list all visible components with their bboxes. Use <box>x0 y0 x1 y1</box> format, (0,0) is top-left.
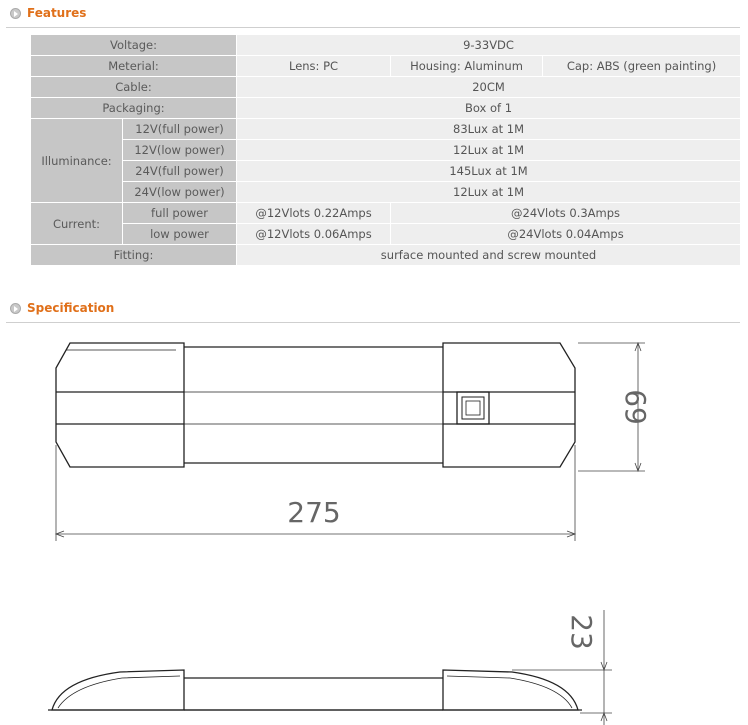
arrow-bullet-icon <box>10 303 21 314</box>
fitting-label: Fitting: <box>31 245 237 266</box>
table-row <box>31 182 741 203</box>
arrow-bullet-icon <box>10 8 21 19</box>
table-row <box>31 140 741 161</box>
table-row <box>31 77 741 98</box>
features-table <box>30 34 741 266</box>
illuminance-value: 12Lux at 1M <box>237 140 741 161</box>
current-sub-label: full power <box>123 203 237 224</box>
packaging-label: Packaging: <box>31 98 237 119</box>
table-row <box>31 245 741 266</box>
voltage-value: 9-33VDC <box>237 35 741 56</box>
specification-title: Specification <box>27 301 115 315</box>
height-dimension-label: 23 <box>565 614 598 650</box>
current-sub-label: low power <box>123 224 237 245</box>
top-view <box>56 343 575 467</box>
features-divider <box>6 27 740 28</box>
illuminance-sub-label: 24V(full power) <box>123 161 237 182</box>
features-header <box>10 4 86 22</box>
material-label: Meterial: <box>31 56 237 77</box>
illuminance-value: 12Lux at 1M <box>237 182 741 203</box>
voltage-label: Voltage: <box>31 35 237 56</box>
fitting-value: surface mounted and screw mounted <box>237 245 741 266</box>
features-title: Features <box>27 6 87 20</box>
current-24v-value: @24Vlots 0.3Amps <box>391 203 741 224</box>
table-row <box>31 35 741 56</box>
specification-header <box>10 299 114 317</box>
table-row <box>31 98 741 119</box>
dimension-drawing <box>0 320 748 725</box>
length-dimension-label: 275 <box>287 496 341 529</box>
illuminance-value: 83Lux at 1M <box>237 119 741 140</box>
cable-label: Cable: <box>31 77 237 98</box>
illuminance-sub-label: 12V(low power) <box>123 140 237 161</box>
illuminance-value: 145Lux at 1M <box>237 161 741 182</box>
current-24v-value: @24Vlots 0.04Amps <box>391 224 741 245</box>
illuminance-label: Illuminance: <box>31 119 123 203</box>
material-cap: Cap: ABS (green painting) <box>543 56 741 77</box>
packaging-value: Box of 1 <box>237 98 741 119</box>
illuminance-sub-label: 24V(low power) <box>123 182 237 203</box>
side-view <box>48 670 582 710</box>
current-12v-value: @12Vlots 0.22Amps <box>237 203 391 224</box>
current-label: Current: <box>31 203 123 245</box>
current-12v-value: @12Vlots 0.06Amps <box>237 224 391 245</box>
illuminance-sub-label: 12V(full power) <box>123 119 237 140</box>
table-row <box>31 203 741 224</box>
table-row <box>31 161 741 182</box>
material-housing: Housing: Aluminum <box>391 56 543 77</box>
table-row <box>31 56 741 77</box>
table-row <box>31 224 741 245</box>
cable-value: 20CM <box>237 77 741 98</box>
width-dimension-label: 69 <box>619 389 652 425</box>
material-lens: Lens: PC <box>237 56 391 77</box>
table-row <box>31 119 741 140</box>
